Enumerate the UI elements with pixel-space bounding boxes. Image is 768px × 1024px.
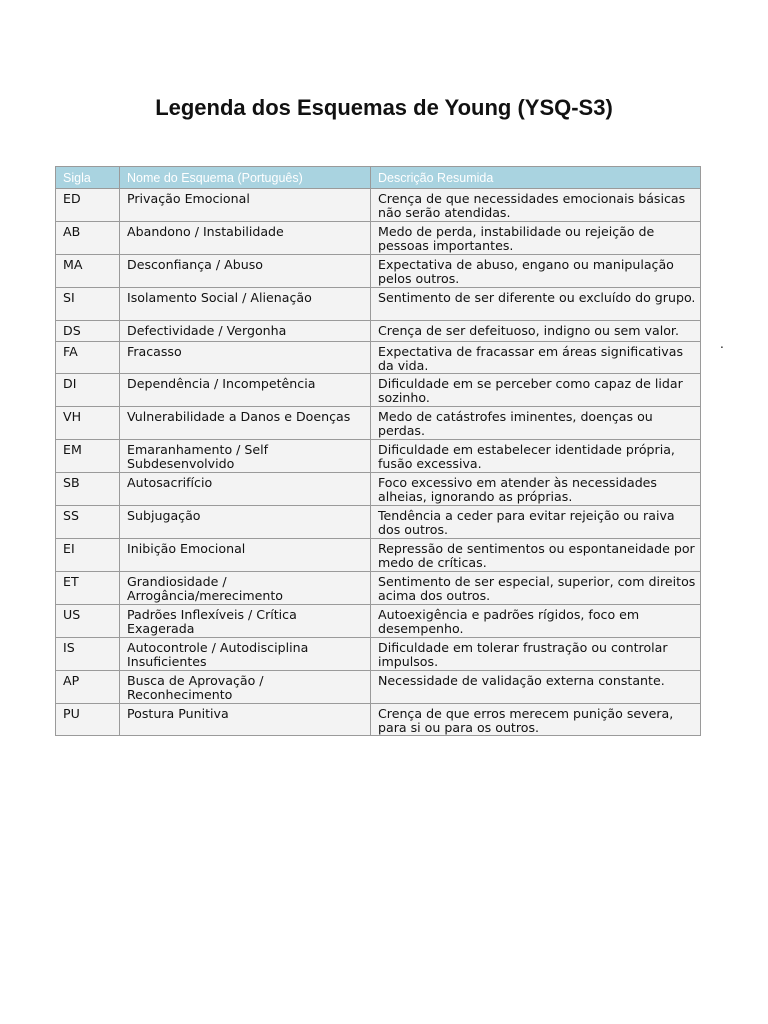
- cell-nome: Padrões Inflexíveis / Crítica Exagerada: [120, 605, 371, 638]
- cell-nome: Autosacrifício: [120, 473, 371, 506]
- cell-nome: Grandiosidade / Arrogância/merecimento: [120, 572, 371, 605]
- cell-sigla: DS: [56, 321, 120, 342]
- table-row: [56, 321, 701, 342]
- stray-dot-mark: .: [720, 337, 724, 351]
- schema-table: [55, 166, 701, 736]
- cell-nome: Isolamento Social / Alienação: [120, 288, 371, 321]
- cell-nome: Desconfiança / Abuso: [120, 255, 371, 288]
- cell-descricao: Crença de ser defeituoso, indigno ou sem valor.: [371, 321, 701, 342]
- cell-sigla: ED: [56, 189, 120, 222]
- cell-sigla: FA: [56, 342, 120, 374]
- cell-descricao: Medo de perda, instabilidade ou rejeição de pessoas importantes.: [371, 222, 701, 255]
- cell-nome: Emaranhamento / Self Subdesenvolvido: [120, 440, 371, 473]
- cell-sigla: SI: [56, 288, 120, 321]
- header-descricao: Descrição Resumida: [371, 167, 701, 189]
- cell-nome: Dependência / Incompetência: [120, 374, 371, 407]
- table-row: [56, 671, 701, 704]
- cell-sigla: MA: [56, 255, 120, 288]
- cell-sigla: SS: [56, 506, 120, 539]
- cell-sigla: EM: [56, 440, 120, 473]
- cell-descricao: Crença de que necessidades emocionais básicas não serão atendidas.: [371, 189, 701, 222]
- table-row: [56, 288, 701, 321]
- header-nome: Nome do Esquema (Português): [120, 167, 371, 189]
- cell-sigla: SB: [56, 473, 120, 506]
- cell-nome: Defectividade / Vergonha: [120, 321, 371, 342]
- cell-nome: Privação Emocional: [120, 189, 371, 222]
- cell-descricao: Crença de que erros merecem punição severa, para si ou para os outros.: [371, 704, 701, 736]
- cell-descricao: Dificuldade em estabelecer identidade própria, fusão excessiva.: [371, 440, 701, 473]
- table-row: [56, 506, 701, 539]
- table-row: [56, 342, 701, 374]
- cell-sigla: US: [56, 605, 120, 638]
- cell-sigla: PU: [56, 704, 120, 736]
- cell-descricao: Necessidade de validação externa constante.: [371, 671, 701, 704]
- cell-descricao: Sentimento de ser diferente ou excluído do grupo.: [371, 288, 701, 321]
- cell-nome: Vulnerabilidade a Danos e Doenças: [120, 407, 371, 440]
- table-row: [56, 605, 701, 638]
- cell-descricao: Medo de catástrofes iminentes, doenças ou perdas.: [371, 407, 701, 440]
- table-row: [56, 440, 701, 473]
- table-row: [56, 222, 701, 255]
- cell-descricao: Dificuldade em se perceber como capaz de lidar sozinho.: [371, 374, 701, 407]
- table-row: [56, 374, 701, 407]
- cell-nome: Abandono / Instabilidade: [120, 222, 371, 255]
- cell-nome: Subjugação: [120, 506, 371, 539]
- header-row: [56, 167, 701, 189]
- cell-nome: Busca de Aprovação / Reconhecimento: [120, 671, 371, 704]
- table-row: [56, 189, 701, 222]
- table-row: [56, 572, 701, 605]
- page-title: Legenda dos Esquemas de Young (YSQ-S3): [155, 95, 613, 120]
- cell-sigla: IS: [56, 638, 120, 671]
- table-row: [56, 704, 701, 736]
- cell-sigla: AB: [56, 222, 120, 255]
- cell-nome: Postura Punitiva: [120, 704, 371, 736]
- table-row: [56, 638, 701, 671]
- cell-descricao: Foco excessivo em atender às necessidades alheias, ignorando as próprias.: [371, 473, 701, 506]
- cell-descricao: Expectativa de abuso, engano ou manipulação pelos outros.: [371, 255, 701, 288]
- table-row: [56, 255, 701, 288]
- cell-sigla: ET: [56, 572, 120, 605]
- table-row: [56, 473, 701, 506]
- cell-nome: Fracasso: [120, 342, 371, 374]
- cell-sigla: DI: [56, 374, 120, 407]
- cell-nome: Autocontrole / Autodisciplina Insuficientes: [120, 638, 371, 671]
- header-sigla: Sigla: [56, 167, 120, 189]
- cell-descricao: Tendência a ceder para evitar rejeição ou raiva dos outros.: [371, 506, 701, 539]
- cell-descricao: Dificuldade em tolerar frustração ou controlar impulsos.: [371, 638, 701, 671]
- cell-nome: Inibição Emocional: [120, 539, 371, 572]
- table-row: [56, 407, 701, 440]
- table-row: [56, 539, 701, 572]
- cell-sigla: VH: [56, 407, 120, 440]
- cell-sigla: EI: [56, 539, 120, 572]
- cell-descricao: Repressão de sentimentos ou espontaneidade por medo de críticas.: [371, 539, 701, 572]
- table-body: [56, 189, 701, 736]
- cell-sigla: AP: [56, 671, 120, 704]
- cell-descricao: Expectativa de fracassar em áreas significativas da vida.: [371, 342, 701, 374]
- cell-descricao: Sentimento de ser especial, superior, com direitos acima dos outros.: [371, 572, 701, 605]
- table-header: [56, 167, 701, 189]
- cell-descricao: Autoexigência e padrões rígidos, foco em desempenho.: [371, 605, 701, 638]
